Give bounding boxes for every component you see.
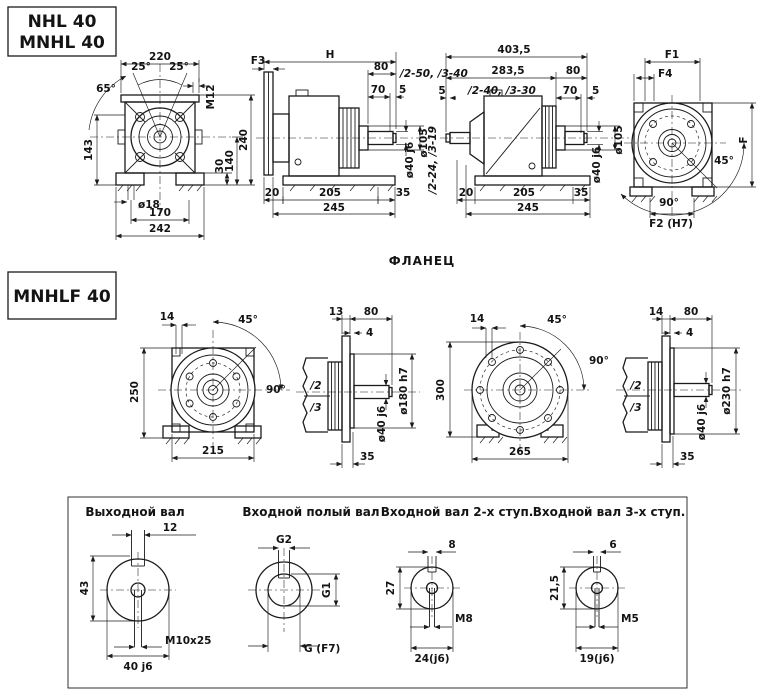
hollow-shaft-title: Входной полый вал: [242, 505, 380, 519]
dim-4-e: 4: [366, 327, 374, 339]
dim-8-key: 8: [448, 539, 456, 551]
output-shaft-detail: [79, 505, 211, 673]
dim-d230h7: ø230 h7: [721, 367, 733, 415]
dim-F3: F3: [250, 55, 266, 67]
model-name-nhl: NHL 40: [27, 12, 97, 32]
dim-240: 240: [238, 129, 250, 151]
input-shaft-2stage-detail: [381, 505, 534, 665]
dim-245: 245: [323, 202, 345, 214]
stage3-label: /3: [310, 402, 322, 414]
mnhlf-side-view-230: [616, 306, 744, 468]
dim-35-e: 35: [360, 451, 375, 463]
mnhlf-front-view-180: [129, 311, 290, 462]
dim-5b: 5: [592, 85, 600, 97]
dim-143: 143: [83, 139, 95, 161]
dim-35-h: 35: [680, 451, 695, 463]
dim-242: 242: [149, 223, 171, 235]
dim-F1: F1: [664, 49, 680, 61]
dim-70: 70: [370, 84, 386, 96]
dim-90deg-g: 90°: [589, 355, 609, 367]
dim-F4: F4: [658, 68, 673, 80]
input2-title: Входной вал 2-х ступ.: [380, 505, 534, 519]
dim-43: 43: [79, 580, 91, 596]
variant-note-1: /2-50, /3-40: [400, 68, 468, 80]
dim-20: 20: [264, 187, 280, 199]
dim-F: F: [738, 136, 750, 144]
title-box-nhl: [8, 7, 116, 56]
dim-45deg-g: 45°: [547, 314, 567, 326]
dim-d40j6-e: ø40 j6: [376, 405, 388, 443]
dim-5a: 5: [438, 85, 446, 97]
dim-d180h7: ø180 h7: [398, 367, 410, 415]
stage2-label: /2: [310, 380, 322, 392]
dim-90deg-e: 90°: [266, 384, 286, 396]
dim-80-h: 80: [683, 306, 699, 318]
dim-27: 27: [385, 580, 397, 596]
dim-H: H: [325, 49, 335, 61]
shaft-details-box: [68, 497, 687, 688]
dim-205b: 205: [513, 187, 535, 199]
dim-M8: M8: [455, 613, 473, 625]
dim-d40j6-h: ø40 j6: [696, 403, 708, 441]
model-name-mnhl: MNHL 40: [19, 33, 105, 53]
dim-80-e: 80: [363, 306, 379, 318]
title-box-mnhlf: [8, 272, 116, 319]
variant-note-2: /2-40, /3-30: [468, 85, 536, 97]
dim-F2H7: F2 (H7): [649, 218, 693, 230]
dim-13: 13: [328, 306, 344, 318]
dim-19j6: 19(j6): [579, 653, 615, 665]
dim-65: 65°: [96, 83, 116, 95]
dim-5: 5: [399, 84, 407, 96]
dim-4-h: 4: [686, 327, 694, 339]
dim-M5: M5: [621, 613, 639, 625]
mnhlf-front-view-230: [435, 313, 609, 463]
dim-d18: ø18: [138, 199, 160, 211]
dim-20b: 20: [458, 187, 474, 199]
dim-40j6-shaft: 40 j6: [123, 661, 153, 673]
input3-title: Входной вал 3-х ступ.: [532, 505, 686, 519]
dim-G-F7: G (F7): [304, 643, 341, 655]
dim-d40j6: ø40 j6: [404, 141, 416, 179]
dim-205: 205: [319, 187, 341, 199]
dim-215: 21,5: [549, 575, 561, 601]
dim-80b: 80: [565, 65, 581, 77]
output-shaft-title: Выходной вал: [85, 505, 185, 519]
dim-d40j6-b: ø40 j6: [591, 146, 603, 184]
hollow-input-shaft-detail: [242, 505, 379, 655]
dim-d105: ø105: [418, 128, 430, 158]
stage2-label-h: /2: [630, 380, 642, 392]
dim-d105-b: ø105: [613, 125, 625, 155]
dim-24j6: 24(j6): [414, 653, 450, 665]
model-name-mnhlf: MNHLF 40: [13, 287, 111, 307]
dim-14-h: 14: [648, 306, 664, 318]
dim-25-left: 25°: [131, 61, 151, 73]
dim-m10x25: M10x25: [165, 635, 212, 647]
input-shaft-note: /2-24, /3-19: [427, 126, 439, 194]
dim-45deg: 45°: [714, 155, 734, 167]
dim-300: 300: [435, 379, 447, 401]
dim-25-right: 25°: [169, 61, 189, 73]
input-shaft-3stage-detail: [533, 505, 686, 665]
dim-45deg-e: 45°: [238, 314, 258, 326]
dim-250: 250: [129, 381, 141, 403]
dim-14: 14: [159, 311, 175, 323]
flange-caption: ФЛАНЕЦ: [388, 254, 456, 268]
dim-140: 140: [224, 150, 236, 172]
mnhlf-side-view-180: [296, 306, 420, 468]
stage3-label-h: /3: [630, 402, 642, 414]
dim-35: 35: [395, 187, 411, 199]
dim-220: 220: [149, 51, 171, 63]
nhl-front-view: [83, 51, 255, 240]
dim-4035: 403,5: [497, 44, 531, 56]
dim-14-g: 14: [469, 313, 485, 325]
dim-G1: G1: [321, 582, 333, 598]
dim-30: 30: [214, 158, 226, 174]
dim-245b: 245: [517, 202, 539, 214]
dim-80: 80: [373, 61, 389, 73]
dim-170: 170: [149, 207, 171, 219]
dim-6-key: 6: [609, 539, 617, 551]
dim-265: 265: [509, 446, 531, 458]
dim-215: 215: [202, 445, 224, 457]
nhl-flange-face-view: [621, 49, 756, 230]
dim-m12: M12: [205, 84, 217, 110]
dim-70b: 70: [562, 85, 578, 97]
dim-12-key: 12: [162, 522, 178, 534]
dim-G2: G2: [276, 534, 292, 546]
dim-2835: 283,5: [491, 65, 525, 77]
dim-35b: 35: [573, 187, 589, 199]
dim-90deg: 90°: [659, 197, 679, 209]
